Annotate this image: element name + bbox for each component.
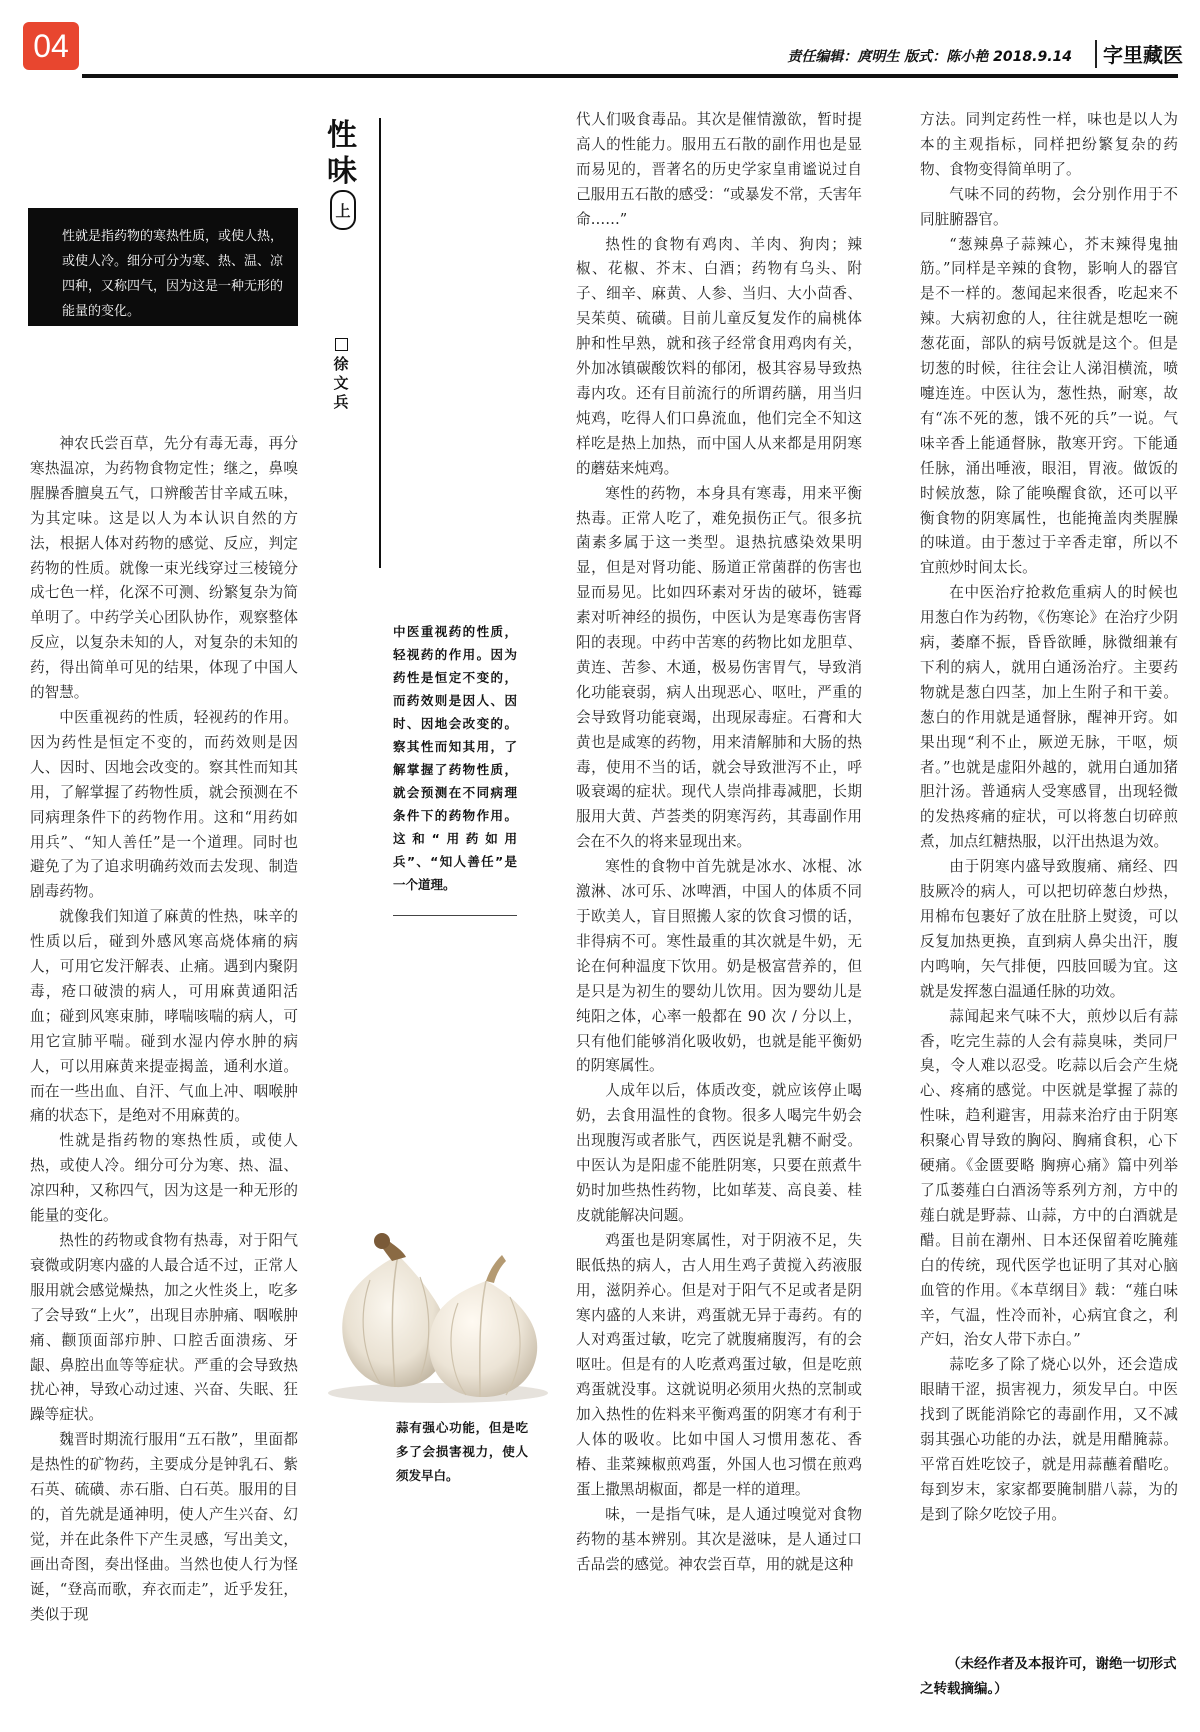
image-caption: 蒜有强心功能，但是吃多了会损害视力，使人须发早白。 (396, 1420, 528, 1483)
body-paragraph: 魏晋时期流行服用“五石散”，里面都是热性的矿物药，主要成分是钟乳石、紫石英、硫磺、赤石脂、白石英。服用的目的，首先就是通神明，使人产生兴奋、幻觉，并在此条件下产生灵感，写出美文，画出奇图，奏出怪曲。当然也使人行为怪诞，“登高而歌，弃衣而走”，近乎发狂，类似于现 (30, 1431, 298, 1623)
summary-text: 性就是指药物的寒热性质，或使人热，或使人冷。细分可分为寒、热、温、凉四种，又称四气，因为这是一种无形的能量的变化。 (62, 229, 284, 319)
header-separator (1095, 40, 1097, 68)
article-column-1 (30, 432, 298, 1702)
body-paragraph: 气味不同的药物，会分别作用于不同脏腑器官。 (920, 185, 1178, 228)
editor-info: 责任编辑：庹明生 版式：陈小艳 2018.9.14 (787, 49, 1072, 65)
pull-quote: 中医重视药的性质，轻视药的作用。因为药性是恒定不变的，而药效则是因人、因时、因地会改变的。察其性而知其用，了解掌握了药物性质，就会预测在不同病理条件下的药物作用。这和“用药如用兵”、“知人善任”是一个道理。 (393, 624, 517, 892)
body-paragraph: 热性的药物或食物有热毒，对于阳气衰微或阴寒内盛的人最合适不过，正常人服用就会感觉燥热，加之火性炎上，吃多了会导致“上火”，出现目赤肿痛、咽喉肿痛、颧顶面部疖肿、口腔舌面溃疡、牙龈、鼻腔出血等等症状。严重的会导致热扰心神，导致心动过速、兴奋、失眠、狂躁等症状。 (30, 1232, 298, 1424)
body-paragraph: 在中医治疗抢救危重病人的时候也用葱白作为药物，《伤寒论》在治疗少阴病，萎靡不振，昏昏欲睡，脉微细兼有下利的病人，就用白通汤治疗。主要药物就是葱白四茎，加上生附子和干姜。葱白的作用就是通督脉，醒神开窍。如果出现“利不止，厥逆无脉，干呕，烦者。”也就是虚阳外越的，就用白通加猪胆汁汤。普通病人受寒感冒，出现轻微的发热疼痛的症状，可以将葱白切碎煎煮，加点红糖热服，以汗出热退为效。 (920, 584, 1178, 851)
body-paragraph: 寒性的食物中首先就是冰水、冰棍、冰激淋、冰可乐、冰啤酒，中国人的体质不同于欧美人，盲目照搬人家的饮食习惯的话，非得病不可。寒性最重的其次就是牛奶，无论在何种温度下饮用。奶是极富营养的，但是只是为初生的婴幼儿饮用。因为婴幼儿是纯阳之体，心率一般都在 90 次 / 分以上，只有他们能够消化吸收奶，也就是能平衡奶的阴寒属性。 (576, 858, 862, 1075)
body-paragraph: 人成年以后，体质改变，就应该停止喝奶，去食用温性的食物。很多人喝完牛奶会出现腹泻或者胀气，西医说是乳糖不耐受。中医认为是阳虚不能胜阴寒，只要在煎煮牛奶时加些热性药物，比如荜茇、高良姜、桂皮就能解决问题。 (576, 1082, 862, 1224)
copyright-note: （未经作者及本报许可，谢绝一切形式之转载摘编。） (920, 1656, 1177, 1697)
body-paragraph: 方法。同判定药性一样，味也是以人为本的主观指标，同样把纷繁复杂的药物、食物变得简单明了。 (920, 111, 1178, 178)
section-name: 字里藏医 (1103, 43, 1183, 67)
body-paragraph: 鸡蛋也是阴寒属性，对于阴液不足，失眠低热的病人，古人用生鸡子黄搅入药液服用，滋阴养心。但是对于阳气不足或者是阴寒内盛的人来讲，鸡蛋就无异于毒药。有的人对鸡蛋过敏，吃完了就腹痛腹泻，有的会呕吐。但是有的人吃煮鸡蛋过敏，但是吃煎鸡蛋就没事。这就说明必须用火热的烹制或加入热性的佐料来平衡鸡蛋的阴寒才有利于人体的吸收。比如中国人习惯用葱花、香椿、韭菜辣椒煎鸡蛋，外国人也习惯在煎鸡蛋上撒黑胡椒面，都是一样的道理。 (576, 1231, 862, 1498)
title-part-badge: 上 (330, 190, 356, 230)
garlic-image (320, 1225, 556, 1405)
body-paragraph: 就像我们知道了麻黄的性热，味辛的性质以后，碰到外感风寒高烧体痛的病人，可用它发汗解表、止痛。遇到内聚阴毒，疮口破溃的病人，可用麻黄通阳活血；碰到风寒束肺，哮喘咳喘的病人，可用它宣肺平喘。碰到水湿内停水肿的病人，可以用麻黄来提壶揭盖，通利水道。而在一些出血、自汗、气血上冲、咽喉肿痛的状态下，是绝对不用麻黄的。 (30, 908, 298, 1125)
pull-quote-rule (393, 915, 517, 916)
body-paragraph: 味，一是指气味，是人通过嗅觉对食物药物的基本辨别。其次是滋味，是人通过口舌品尝的感觉。神农尝百草，用的就是这种 (576, 1505, 862, 1573)
page-number: 04 (23, 22, 79, 70)
summary-box (28, 208, 298, 326)
article-column-3 (920, 108, 1178, 1528)
body-paragraph: 性就是指药物的寒热性质，或使人热，或使人冷。细分可分为寒、热、温、凉四种，又称四气，因为这是一种无形的能量的变化。 (30, 1132, 298, 1225)
article-title: 性味 (327, 118, 357, 189)
body-paragraph: 代人们吸食毒品。其次是催情激欲，暂时提高人的性能力。服用五石散的副作用也是显而易见的，晋著名的历史学家皇甫谧说过自己服用五石散的感受：“或暴发不常，夭害年命……” (576, 111, 862, 228)
body-paragraph: “葱辣鼻子蒜辣心，芥末辣得鬼抽筋。”同样是辛辣的食物，影响人的器官是不一样的。葱闻起来很香，吃起来不辣。大病初愈的人，往往就是想吃一碗葱花面，部队的病号饭就是这个。但是切葱的时候，往往会让人涕泪横流，喷嚏连连。中医认为，葱性热，耐寒，故有“冻不死的葱，饿不死的兵”一说。气味辛香上能通督脉，散寒开窍。下能通任脉，涌出唾液，眼泪，胃液。做饭的时候放葱，除了能唤醒食欲，还可以平衡食物的阴寒属性，也能掩盖肉类腥臊的味道。由于葱过于辛香走窜，所以不宜煎炒时间太长。 (920, 235, 1178, 577)
body-paragraph: 蒜吃多了除了烧心以外，还会造成眼睛干涩，损害视力，须发早白。中医找到了既能消除它的毒副作用，又不减弱其强心功能的办法，就是用醋腌蒜。平常百姓吃饺子，就是用蒜蘸着醋吃。每到岁末，家家都要腌制腊八蒜，为的是到了除夕吃饺子用。 (920, 1356, 1178, 1523)
byline-box-icon (335, 338, 348, 351)
body-paragraph: 寒性的药物，本身具有寒毒，用来平衡热毒。正常人吃了，难免损伤正气。很多抗菌素多属于这一类型。退热抗感染效果明显，但是对肾功能、肠道正常菌群的伤害也显而易见。比如四环素对牙齿的破坏，链霉素对听神经的损伤，中医认为是寒毒伤害肾阳的表现。中药中苦寒的药物比如龙胆草、黄连、苦参、木通，极易伤害胃气，导致消化功能衰弱，病人出现恶心、呕吐，严重的会导致肾功能衰竭，出现尿毒症。石膏和大黄也是咸寒的药物，用来清解肺和大肠的热毒，使用不当的话，就会导致泄泻不止，呼吸衰竭的症状。现代人崇尚排毒减肥，长期服用大黄、芦荟类的阴寒泻药，其毒副作用会在不久的将来显现出来。 (576, 484, 862, 851)
body-paragraph: 由于阴寒内盛导致腹痛、痛经、四肢厥冷的病人，可以把切碎葱白炒热，用棉布包裹好了放在肚脐上熨烫，可以反复加热更换，直到病人鼻尖出汗，腹内鸣响，矢气排便，四肢回暖为宜。这就是发挥葱白温通任脉的功效。 (920, 858, 1178, 1000)
body-paragraph: 中医重视药的性质，轻视药的作用。因为药性是恒定不变的，而药效则是因人、因时、因地会改变的。察其性而知其用，了解掌握了药物性质，就会预测在不同病理条件下的药物作用。这和“用药如用兵”、“知人善任”是一个道理。同时也避免了为了追求明确药效而去发现、制造剧毒药物。 (30, 708, 298, 901)
title-vertical-rule (379, 118, 381, 568)
author-name: 徐文兵 (333, 355, 349, 411)
header-rule (82, 74, 1178, 78)
body-paragraph: 蒜闻起来气味不大，煎炒以后有蒜香，吃完生蒜的人会有蒜臭味，类同尸臭，令人难以忍受。吃蒜以后会产生烧心、疼痛的感觉。中医就是掌握了蒜的性味，趋利避害，用蒜来治疗由于阴寒积聚心胃导致的胸闷、胸痛食积，心下硬痛。《金匮要略 胸痹心痛》篇中列举了瓜蒌薤白白酒汤等系列方剂，方中的薤白就是野蒜、山蒜，方中的白酒就是醋。目前在潮州、日本还保留着吃腌薤白的传统，现代医学也证明了其对心脑血管的作用。《本草纲目》载：“薤白味辛，气温，性冷而补，心病宜食之，利产妇，治女人带下赤白。” (920, 1007, 1178, 1349)
body-paragraph: 热性的食物有鸡肉、羊肉、狗肉；辣椒、花椒、芥末、白酒；药物有乌头、附子、细辛、麻黄、人参、当归、大小茴香、吴茱萸、硫磺。目前儿童反复发作的扁桃体肿和性早熟，就和孩子经常食用鸡肉有关，外加冰镇碳酸饮料的郁闭，极其容易导致热毒内攻。还有目前流行的所谓药膳，用当归炖鸡，吃得人们口鼻流血，他们完全不知这样吃是热上加热，而中国人从来都是用阴寒的蘑菇来炖鸡。 (576, 235, 862, 477)
byline (331, 338, 351, 412)
body-paragraph: 神农氏尝百草，先分有毒无毒，再分寒热温凉，为药物食物定性；继之，鼻嗅腥臊香膻臭五气，口辨酸苦甘辛咸五味，为其定味。这是以人为本认识自然的方法，根据人体对药物的感觉、反应，判定药物的性质。就像一束光线穿过三棱镜分成七色一样，化深不可测、纷繁复杂为简单明了。中药学关心团队协作，观察整体反应，以复杂未知的人，对复杂的未知的药，得出简单可见的结果，体现了中国人的智慧。 (30, 435, 298, 702)
article-column-2 (576, 108, 862, 1577)
